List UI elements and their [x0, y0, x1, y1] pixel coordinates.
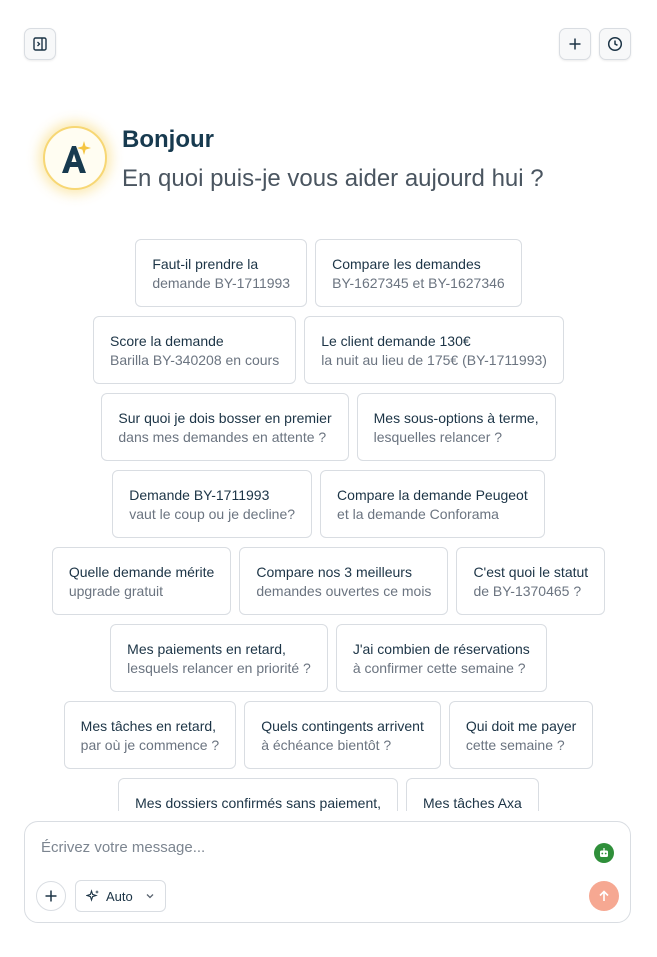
suggestion-chip[interactable]	[135, 239, 307, 307]
toggle-sidebar-button[interactable]	[24, 28, 56, 60]
suggestion-line-1: Quelle demande mérite	[68, 564, 215, 580]
suggestion-line-1: Faut-il prendre la	[152, 256, 259, 272]
suggestion-line-1: Le client demande 130€	[321, 333, 471, 349]
suggestion-chip[interactable]	[320, 470, 545, 538]
suggestion-line-1: Mes sous-options à terme,	[373, 410, 539, 426]
assistant-logo	[43, 126, 107, 190]
suggestion-chip[interactable]	[406, 778, 539, 811]
suggestion-line-2: lesquelles relancer ?	[373, 429, 503, 445]
mode-label: Auto	[106, 888, 133, 904]
suggestion-chip[interactable]	[93, 316, 296, 384]
history-button[interactable]	[599, 28, 631, 60]
suggestion-line-2: à confirmer cette semaine ?	[352, 660, 526, 676]
suggestion-line-1: Demande BY-1711993	[129, 487, 270, 503]
suggestion-list	[0, 239, 657, 811]
suggestion-chip[interactable]	[101, 393, 348, 461]
suggestion-chip[interactable]	[239, 547, 448, 615]
sparkles-icon	[86, 889, 100, 903]
suggestion-line-1: Compare nos 3 meilleurs	[256, 564, 412, 580]
message-input[interactable]	[41, 836, 581, 858]
suggestion-line-2: à échéance bientôt ?	[261, 737, 392, 753]
suggestion-row	[0, 239, 657, 307]
suggestion-row	[0, 470, 657, 538]
suggestion-line-1: C'est quoi le statut	[473, 564, 589, 580]
suggestion-chip[interactable]	[118, 778, 398, 811]
suggestion-line-1: Quels contingents arrivent	[261, 718, 424, 734]
suggestion-line-1: Mes dossiers confirmés sans paiement,	[135, 795, 382, 811]
suggestion-row	[0, 547, 657, 615]
robot-icon	[598, 847, 610, 859]
suggestion-line-1: Compare les demandes	[332, 256, 481, 272]
arrow-up-icon	[597, 889, 611, 903]
suggestion-line-2: vaut le coup ou je decline?	[129, 506, 296, 522]
suggestion-chip[interactable]	[449, 701, 594, 769]
suggestion-line-1: J'ai combien de réservations	[352, 641, 530, 657]
suggestion-line-1: Qui doit me payer	[465, 718, 577, 734]
suggestion-line-2: et la demande Conforama	[337, 506, 499, 522]
plus-icon	[44, 889, 58, 903]
suggestion-line-2: par où je commence ?	[80, 737, 220, 753]
suggestion-line-2: upgrade gratuit	[68, 583, 163, 599]
suggestion-row	[0, 393, 657, 461]
suggestion-chip[interactable]	[304, 316, 564, 384]
suggestion-chip[interactable]	[110, 624, 328, 692]
suggestion-line-1: Score la demande	[110, 333, 224, 349]
suggestion-line-1: Mes tâches Axa	[423, 795, 522, 811]
new-chat-button[interactable]	[559, 28, 591, 60]
suggestion-line-1: Sur quoi je dois bosser en premier	[118, 410, 332, 426]
suggestion-line-2: cette semaine ?	[465, 737, 565, 753]
add-attachment-button[interactable]	[36, 881, 66, 911]
suggestion-row	[0, 624, 657, 692]
suggestion-chip[interactable]	[315, 239, 522, 307]
suggestion-line-2: demande BY-1711993	[152, 275, 291, 291]
suggestion-line-2: BY-1627345 et BY-1627346	[332, 275, 505, 291]
suggestion-row	[0, 778, 657, 811]
sidebar-toggle-icon	[33, 37, 47, 51]
send-button[interactable]	[589, 881, 619, 911]
greeting-title: Bonjour	[122, 126, 214, 153]
suggestion-chip[interactable]	[357, 393, 556, 461]
suggestion-chip[interactable]	[112, 470, 312, 538]
suggestion-line-2: de BY-1370465 ?	[473, 583, 582, 599]
greeting-subtitle: En quoi puis-je vous aider aujourd hui ?	[122, 165, 544, 192]
message-composer	[24, 821, 631, 923]
suggestion-line-2: lesquels relancer en priorité ?	[127, 660, 311, 676]
plus-icon	[568, 37, 582, 51]
suggestion-chip[interactable]	[244, 701, 441, 769]
logo-a-star-icon	[55, 138, 95, 178]
suggestion-line-2: demandes ouvertes ce mois	[256, 583, 432, 599]
suggestion-chip[interactable]	[456, 547, 605, 615]
suggestion-line-1: Mes paiements en retard,	[127, 641, 286, 657]
chevron-down-icon	[145, 891, 155, 901]
bot-status-button[interactable]	[594, 843, 614, 863]
suggestion-row	[0, 701, 657, 769]
clock-icon	[607, 36, 623, 52]
suggestion-line-1: Mes tâches en retard,	[80, 718, 217, 734]
suggestion-line-2: la nuit au lieu de 175€ (BY-1711993)	[321, 352, 547, 368]
mode-selector[interactable]	[75, 880, 166, 912]
suggestion-row	[0, 316, 657, 384]
suggestion-chip[interactable]	[336, 624, 547, 692]
suggestion-chip[interactable]	[52, 547, 232, 615]
suggestion-line-2: dans mes demandes en attente ?	[118, 429, 327, 445]
suggestion-line-1: Compare la demande Peugeot	[337, 487, 528, 503]
suggestion-chip[interactable]	[64, 701, 237, 769]
suggestion-line-2: Barilla BY-340208 en cours	[110, 352, 280, 368]
